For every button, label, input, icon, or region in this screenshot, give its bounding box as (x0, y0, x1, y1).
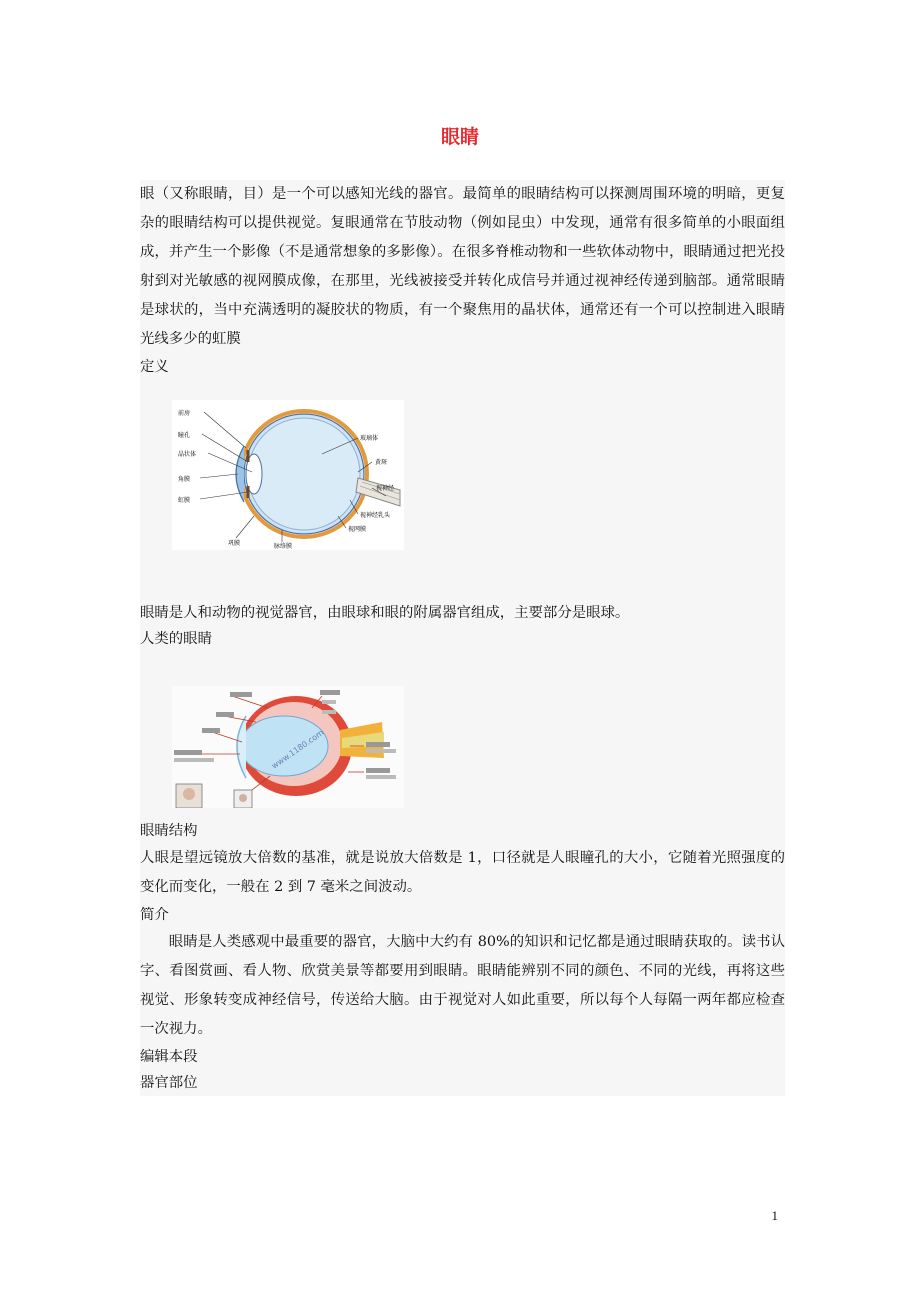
introduction-paragraph: 眼睛是人类感观中最重要的器官，大脑中大约有 80%的知识和记忆都是通过眼睛获取的。读书认字、看图赏画、看人物、欣赏美景等都要用到眼睛。眼睛能辨别不同的颜色、不同的光线，再将这些视觉、形象转变成神经信号，传送给大脑。由于视觉对人如此重要，所以每个人每隔一两年都应检查一次视力。 (140, 934, 785, 1037)
heading-human-eye: 人类的眼睛 (140, 631, 212, 647)
label-macula: 黄斑 (375, 459, 388, 466)
image-watermark: www.1180.com (269, 727, 326, 771)
label-optic-disc: 视神经乳头 (360, 512, 391, 519)
heading-eye-structure: 眼睛结构 (140, 823, 198, 839)
edit-section-link[interactable]: 编辑本段 (140, 1049, 198, 1065)
structure-paragraph: 人眼是望远镜放大倍数的基准，就是说放大倍数是 1，口径就是人眼瞳孔的大小，它随着光照强度的变化而变化，一般在 2 到 7 毫米之间波动。 (140, 850, 785, 895)
label-pupil: 瞳孔 (178, 432, 191, 439)
page-number: 1 (771, 1208, 778, 1223)
eye-anatomy-diagram (172, 400, 404, 550)
heading-introduction: 简介 (140, 907, 169, 923)
label-sclera: 巩膜 (228, 540, 241, 547)
label-optic-nerve: 视神经 (376, 485, 395, 492)
label-choroid: 脉络膜 (274, 543, 293, 550)
label-cornea: 角膜 (178, 476, 191, 483)
label-anterior-chamber: 前房 (178, 410, 191, 417)
label-vitreous: 玻璃体 (360, 435, 379, 442)
label-retina: 视网膜 (348, 526, 367, 533)
intro-paragraph: 眼（又称眼睛，目）是一个可以感知光线的器官。最简单的眼睛结构可以探测周围环境的明暗，更复杂的眼睛结构可以提供视觉。复眼通常在节肢动物（例如昆虫）中发现，通常有很多简单的小眼面组成，并产生一个影像（不是通常想象的多影像）。在很多脊椎动物和一些软体动物中，眼睛通过把光投射到对光敏感的视网膜成像，在那里，光线被接受并转化成信号并通过视神经传递到脑部。通常眼睛是球状的，当中充满透明的凝胶状的物质，有一个聚焦用的晶状体，通常还有一个可以控制进入眼睛光线多少的虹膜 (140, 186, 785, 347)
heading-definition: 定义 (140, 359, 169, 375)
heading-organ-location: 器官部位 (140, 1075, 198, 1091)
human-eye-illustration (172, 686, 404, 808)
label-lens: 晶状体 (178, 451, 197, 458)
document-body (140, 180, 785, 1096)
document-title: 眼睛 (440, 126, 479, 148)
definition-text: 眼睛是人和动物的视觉器官，由眼球和眼的附属器官组成，主要部分是眼球。 (140, 605, 630, 621)
label-iris: 虹膜 (178, 497, 191, 504)
